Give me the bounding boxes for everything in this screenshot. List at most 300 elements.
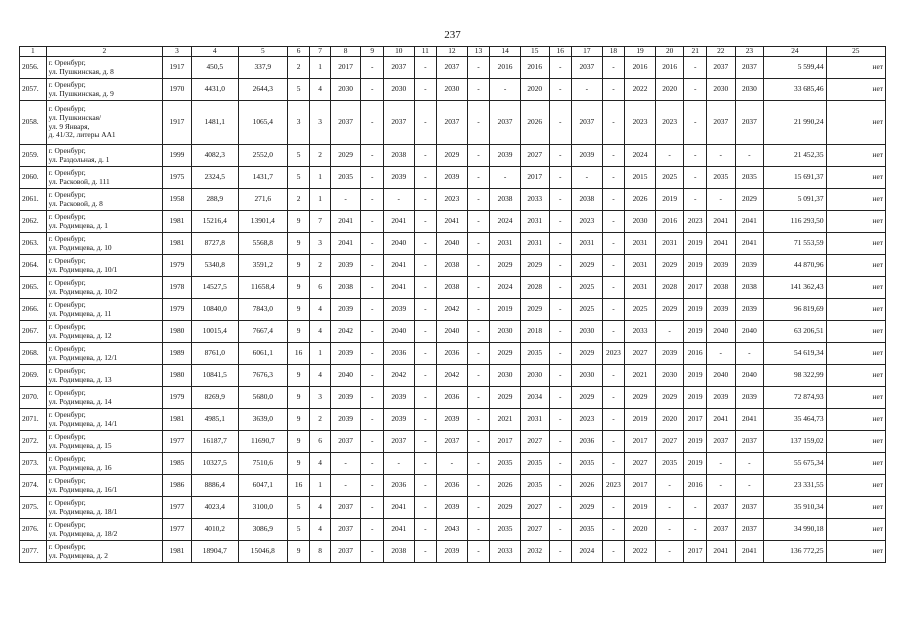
value-cell: 2041 xyxy=(383,255,414,277)
address-line: ул. Расковой, д. 8 xyxy=(48,198,103,208)
table-row xyxy=(20,255,886,277)
row-number-cell: 2062. xyxy=(20,211,47,233)
value-cell: - xyxy=(414,453,436,475)
value-cell: 11658,4 xyxy=(238,277,287,299)
address-line: ул. Родимцева, д. 2 xyxy=(48,550,108,560)
value-cell: 2041 xyxy=(706,233,735,255)
value-cell: 15046,8 xyxy=(238,541,287,563)
value-cell: 2037 xyxy=(330,431,361,453)
value-cell: 2035 xyxy=(520,453,549,475)
value-cell: 7 xyxy=(310,211,330,233)
value-cell: 2039 xyxy=(330,255,361,277)
value-cell: 9 xyxy=(287,453,309,475)
value-cell: 2039 xyxy=(383,299,414,321)
value-cell: 4010,2 xyxy=(191,519,238,541)
value-cell: - xyxy=(684,79,706,101)
row-number-cell: 2077. xyxy=(20,541,47,563)
value-cell: - xyxy=(467,211,489,233)
value-cell: 2029 xyxy=(572,497,603,519)
value-cell: 4023,4 xyxy=(191,497,238,519)
value-cell: 3 xyxy=(310,233,330,255)
value-cell: - xyxy=(602,387,624,409)
value-cell: 9 xyxy=(287,277,309,299)
value-cell: - xyxy=(572,79,603,101)
address-cell xyxy=(46,541,163,563)
value-cell: 2021 xyxy=(625,365,656,387)
value-cell: 9 xyxy=(287,321,309,343)
value-cell: 2042 xyxy=(330,321,361,343)
value-cell: 2030 xyxy=(330,79,361,101)
address-line: ул. Родимцева, д. 16/1 xyxy=(48,484,118,494)
address-cell xyxy=(46,145,163,167)
value-cell: 2041 xyxy=(735,233,764,255)
value-cell: - xyxy=(490,167,521,189)
address-line: г. Оренбург, xyxy=(48,79,86,89)
address-line: ул. Родимцева, д. 12 xyxy=(48,330,112,340)
address-line: ул. Родимцева, д. 10/1 xyxy=(48,264,118,274)
value-cell: - xyxy=(602,255,624,277)
value-cell: - xyxy=(602,167,624,189)
value-cell: - xyxy=(330,189,361,211)
column-header-3: 3 xyxy=(163,47,192,57)
value-cell: 2 xyxy=(310,145,330,167)
value-cell: - xyxy=(467,255,489,277)
value-cell: 9 xyxy=(287,541,309,563)
value-cell: 2027 xyxy=(625,453,656,475)
row-number-cell: 2063. xyxy=(20,233,47,255)
value-cell: - xyxy=(602,541,624,563)
status-cell: нет xyxy=(826,211,885,233)
value-cell: 2035 xyxy=(706,167,735,189)
cost-cell: 21 990,24 xyxy=(764,101,826,145)
value-cell: - xyxy=(361,57,383,79)
value-cell: 2027 xyxy=(520,519,549,541)
value-cell: 1979 xyxy=(163,299,192,321)
value-cell: - xyxy=(467,475,489,497)
column-header-20: 20 xyxy=(655,47,684,57)
value-cell: 2017 xyxy=(625,475,656,497)
value-cell: 2324,5 xyxy=(191,167,238,189)
value-cell: - xyxy=(602,189,624,211)
address-line: г. Оренбург, xyxy=(48,211,86,221)
table-row xyxy=(20,299,886,321)
value-cell: 2019 xyxy=(625,409,656,431)
status-cell: нет xyxy=(826,409,885,431)
value-cell: 9 xyxy=(287,255,309,277)
value-cell: 2027 xyxy=(655,431,684,453)
row-number-cell: 2070. xyxy=(20,387,47,409)
value-cell: 2026 xyxy=(490,475,521,497)
address-line: д. 41/32, литеры АА1 xyxy=(48,130,116,140)
address-line: г. Оренбург, xyxy=(48,497,86,507)
value-cell: 2025 xyxy=(572,277,603,299)
address-line: ул. Родимцева, д. 14 xyxy=(48,396,112,406)
value-cell: - xyxy=(361,431,383,453)
address-line: г. Оренбург, xyxy=(48,277,86,287)
value-cell: 2030 xyxy=(735,79,764,101)
status-cell: нет xyxy=(826,365,885,387)
value-cell: - xyxy=(414,475,436,497)
value-cell: 2039 xyxy=(572,145,603,167)
address-cell xyxy=(46,101,163,145)
cost-cell: 5 599,44 xyxy=(764,57,826,79)
address-cell xyxy=(46,233,163,255)
value-cell: 4 xyxy=(310,365,330,387)
value-cell: 2037 xyxy=(735,519,764,541)
value-cell: 2023 xyxy=(572,409,603,431)
value-cell: 2030 xyxy=(625,211,656,233)
column-header-17: 17 xyxy=(572,47,603,57)
address-cell xyxy=(46,321,163,343)
address-line: ул. Пушкинская, д. 8 xyxy=(48,66,114,76)
value-cell: 4 xyxy=(310,79,330,101)
value-cell: 2016 xyxy=(684,475,706,497)
value-cell: - xyxy=(361,475,383,497)
status-cell: нет xyxy=(826,387,885,409)
value-cell: 2031 xyxy=(520,409,549,431)
address-line: ул. Родимцева, д. 15 xyxy=(48,440,112,450)
value-cell: 1065,4 xyxy=(238,101,287,145)
table-row xyxy=(20,145,886,167)
value-cell: 2019 xyxy=(684,299,706,321)
value-cell: 4082,3 xyxy=(191,145,238,167)
column-number-row xyxy=(20,47,886,57)
row-number-cell: 2074. xyxy=(20,475,47,497)
value-cell: - xyxy=(361,343,383,365)
address-line: г. Оренбург, xyxy=(48,299,86,309)
value-cell: 2039 xyxy=(735,255,764,277)
value-cell: - xyxy=(655,145,684,167)
value-cell: - xyxy=(602,145,624,167)
address-line: ул. Родимцева, д. 10 xyxy=(48,242,112,252)
value-cell: 337,9 xyxy=(238,57,287,79)
value-cell: 2019 xyxy=(684,255,706,277)
value-cell: 10841,5 xyxy=(191,365,238,387)
value-cell: 7510,6 xyxy=(238,453,287,475)
address-cell xyxy=(46,431,163,453)
value-cell: - xyxy=(549,541,571,563)
value-cell: 9 xyxy=(287,409,309,431)
value-cell: 11690,7 xyxy=(238,431,287,453)
value-cell: - xyxy=(549,387,571,409)
value-cell: 2037 xyxy=(735,431,764,453)
value-cell: - xyxy=(467,497,489,519)
value-cell: 2031 xyxy=(625,233,656,255)
row-number-cell: 2058. xyxy=(20,101,47,145)
value-cell: 1975 xyxy=(163,167,192,189)
address-cell xyxy=(46,255,163,277)
value-cell: - xyxy=(361,211,383,233)
value-cell: - xyxy=(735,453,764,475)
value-cell: - xyxy=(655,321,684,343)
table-row xyxy=(20,519,886,541)
value-cell: - xyxy=(735,343,764,365)
value-cell: 3591,2 xyxy=(238,255,287,277)
address-cell xyxy=(46,167,163,189)
value-cell: 1 xyxy=(310,57,330,79)
address-line: ул. 9 Января, xyxy=(48,121,90,131)
value-cell: 2039 xyxy=(330,343,361,365)
table-row xyxy=(20,475,886,497)
column-header-22: 22 xyxy=(706,47,735,57)
address-line: ул. Родимцева, д. 11 xyxy=(48,308,112,318)
value-cell: 2029 xyxy=(490,255,521,277)
value-cell: 2017 xyxy=(684,409,706,431)
value-cell: - xyxy=(467,365,489,387)
value-cell: 2039 xyxy=(706,299,735,321)
value-cell: 2 xyxy=(310,409,330,431)
address-line: г. Оренбург, xyxy=(48,387,86,397)
value-cell: 2031 xyxy=(625,255,656,277)
cost-cell: 54 619,34 xyxy=(764,343,826,365)
value-cell: - xyxy=(467,541,489,563)
value-cell: 2040 xyxy=(383,321,414,343)
value-cell: 9 xyxy=(287,233,309,255)
value-cell: 18904,7 xyxy=(191,541,238,563)
value-cell: 2039 xyxy=(437,167,468,189)
column-header-14: 14 xyxy=(490,47,521,57)
value-cell: 2 xyxy=(287,57,309,79)
value-cell: 2019 xyxy=(684,321,706,343)
address-line: г. Оренбург, xyxy=(48,365,86,375)
value-cell: - xyxy=(361,145,383,167)
value-cell: 4 xyxy=(310,497,330,519)
table-row xyxy=(20,189,886,211)
value-cell: 2017 xyxy=(330,57,361,79)
value-cell: 2039 xyxy=(330,387,361,409)
column-header-25: 25 xyxy=(826,47,885,57)
address-line: г. Оренбург, xyxy=(48,343,86,353)
value-cell: 2041 xyxy=(735,211,764,233)
table-row xyxy=(20,387,886,409)
value-cell: 2025 xyxy=(572,299,603,321)
column-header-12: 12 xyxy=(437,47,468,57)
value-cell: 2042 xyxy=(383,365,414,387)
value-cell: 2019 xyxy=(684,233,706,255)
value-cell: - xyxy=(361,277,383,299)
row-number-cell: 2061. xyxy=(20,189,47,211)
value-cell: 7667,4 xyxy=(238,321,287,343)
value-cell: 2 xyxy=(287,189,309,211)
value-cell: 2039 xyxy=(437,497,468,519)
value-cell: 5 xyxy=(287,519,309,541)
value-cell: 3 xyxy=(310,101,330,145)
value-cell: - xyxy=(602,365,624,387)
value-cell: 9 xyxy=(287,365,309,387)
value-cell: 2035 xyxy=(520,475,549,497)
status-cell: нет xyxy=(826,189,885,211)
value-cell: - xyxy=(467,167,489,189)
column-header-4: 4 xyxy=(191,47,238,57)
value-cell: 2041 xyxy=(437,211,468,233)
value-cell: 2029 xyxy=(437,145,468,167)
value-cell: 2036 xyxy=(383,343,414,365)
value-cell: - xyxy=(549,453,571,475)
value-cell: 8886,4 xyxy=(191,475,238,497)
value-cell: 2024 xyxy=(572,541,603,563)
value-cell: - xyxy=(655,475,684,497)
value-cell: 2035 xyxy=(520,343,549,365)
value-cell: 8727,8 xyxy=(191,233,238,255)
table-row xyxy=(20,365,886,387)
page-number: 237 xyxy=(444,29,461,41)
column-header-2: 2 xyxy=(46,47,163,57)
value-cell: 3100,0 xyxy=(238,497,287,519)
value-cell: 9 xyxy=(287,211,309,233)
value-cell: 2037 xyxy=(572,101,603,145)
value-cell: 2020 xyxy=(655,409,684,431)
column-header-16: 16 xyxy=(549,47,571,57)
column-header-10: 10 xyxy=(383,47,414,57)
value-cell: 2022 xyxy=(625,541,656,563)
value-cell: 2041 xyxy=(330,211,361,233)
address-cell xyxy=(46,211,163,233)
value-cell: 7676,3 xyxy=(238,365,287,387)
table-row xyxy=(20,57,886,79)
value-cell: 4 xyxy=(310,519,330,541)
value-cell: - xyxy=(467,321,489,343)
value-cell: 1 xyxy=(310,475,330,497)
column-header-6: 6 xyxy=(287,47,309,57)
value-cell: 2024 xyxy=(490,277,521,299)
value-cell: - xyxy=(467,79,489,101)
value-cell: 2024 xyxy=(625,145,656,167)
value-cell: 2037 xyxy=(706,57,735,79)
value-cell: 2023 xyxy=(602,343,624,365)
value-cell: 2041 xyxy=(706,541,735,563)
value-cell: - xyxy=(414,497,436,519)
address-line: ул. Родимцева, д. 10/2 xyxy=(48,286,118,296)
cost-cell: 63 206,51 xyxy=(764,321,826,343)
value-cell: 2031 xyxy=(625,277,656,299)
cost-cell: 5 091,37 xyxy=(764,189,826,211)
value-cell: 2040 xyxy=(437,233,468,255)
value-cell: 9 xyxy=(287,387,309,409)
value-cell: - xyxy=(549,145,571,167)
row-number-cell: 2076. xyxy=(20,519,47,541)
cost-cell: 21 452,35 xyxy=(764,145,826,167)
address-line: г. Оренбург, xyxy=(48,409,86,419)
value-cell: 2023 xyxy=(602,475,624,497)
value-cell: 2038 xyxy=(437,255,468,277)
value-cell: 2029 xyxy=(572,387,603,409)
value-cell: 2037 xyxy=(706,497,735,519)
value-cell: 2023 xyxy=(437,189,468,211)
address-line: г. Оренбург, xyxy=(48,321,86,331)
address-line: г. Оренбург, xyxy=(48,233,86,243)
cost-cell: 55 675,34 xyxy=(764,453,826,475)
value-cell: 2032 xyxy=(520,541,549,563)
value-cell: 2030 xyxy=(520,365,549,387)
value-cell: 2030 xyxy=(706,79,735,101)
address-cell xyxy=(46,365,163,387)
value-cell: 2029 xyxy=(572,343,603,365)
address-line: г. Оренбург, xyxy=(48,519,86,529)
value-cell: 2016 xyxy=(655,211,684,233)
table-row xyxy=(20,497,886,519)
value-cell: - xyxy=(602,321,624,343)
value-cell: - xyxy=(467,387,489,409)
value-cell: 4985,1 xyxy=(191,409,238,431)
value-cell: 2023 xyxy=(684,211,706,233)
value-cell: 2016 xyxy=(655,57,684,79)
status-cell: нет xyxy=(826,57,885,79)
value-cell: - xyxy=(414,57,436,79)
status-cell: нет xyxy=(826,101,885,145)
value-cell: 2041 xyxy=(735,541,764,563)
value-cell: 2037 xyxy=(437,431,468,453)
status-cell: нет xyxy=(826,145,885,167)
value-cell: 2039 xyxy=(490,145,521,167)
value-cell: - xyxy=(655,519,684,541)
table-row xyxy=(20,233,886,255)
value-cell: 2037 xyxy=(706,101,735,145)
address-cell xyxy=(46,189,163,211)
value-cell: 1917 xyxy=(163,57,192,79)
value-cell: 2026 xyxy=(520,101,549,145)
value-cell: 2019 xyxy=(684,365,706,387)
value-cell: 5340,8 xyxy=(191,255,238,277)
value-cell: - xyxy=(467,299,489,321)
value-cell: 4 xyxy=(310,299,330,321)
address-cell xyxy=(46,387,163,409)
value-cell: 2019 xyxy=(490,299,521,321)
value-cell: 2039 xyxy=(383,409,414,431)
value-cell: 2026 xyxy=(625,189,656,211)
value-cell: 2038 xyxy=(735,277,764,299)
cost-cell: 34 990,18 xyxy=(764,519,826,541)
value-cell: 2037 xyxy=(706,519,735,541)
value-cell: 2025 xyxy=(655,167,684,189)
value-cell: - xyxy=(549,255,571,277)
status-cell: нет xyxy=(826,519,885,541)
value-cell: 2016 xyxy=(490,57,521,79)
value-cell: 2036 xyxy=(437,343,468,365)
cost-cell: 96 819,69 xyxy=(764,299,826,321)
value-cell: - xyxy=(684,145,706,167)
value-cell: - xyxy=(414,299,436,321)
value-cell: - xyxy=(549,211,571,233)
cost-cell: 141 362,43 xyxy=(764,277,826,299)
value-cell: - xyxy=(706,189,735,211)
status-cell: нет xyxy=(826,277,885,299)
value-cell: 2036 xyxy=(383,475,414,497)
value-cell: - xyxy=(549,343,571,365)
value-cell: 2040 xyxy=(706,365,735,387)
value-cell: - xyxy=(361,365,383,387)
column-header-13: 13 xyxy=(467,47,489,57)
value-cell: 271,6 xyxy=(238,189,287,211)
value-cell: 2037 xyxy=(735,57,764,79)
value-cell: - xyxy=(602,101,624,145)
value-cell: - xyxy=(467,519,489,541)
value-cell: 2017 xyxy=(490,431,521,453)
value-cell: 2016 xyxy=(520,57,549,79)
value-cell: 2038 xyxy=(572,189,603,211)
value-cell: 1979 xyxy=(163,387,192,409)
value-cell: 2021 xyxy=(490,409,521,431)
value-cell: 2039 xyxy=(706,387,735,409)
value-cell: 2042 xyxy=(437,365,468,387)
status-cell: нет xyxy=(826,475,885,497)
value-cell: - xyxy=(602,233,624,255)
value-cell: 16187,7 xyxy=(191,431,238,453)
value-cell: 2036 xyxy=(572,431,603,453)
value-cell: 2015 xyxy=(625,167,656,189)
value-cell: 2039 xyxy=(383,167,414,189)
value-cell: 2031 xyxy=(520,211,549,233)
value-cell: 5 xyxy=(287,497,309,519)
